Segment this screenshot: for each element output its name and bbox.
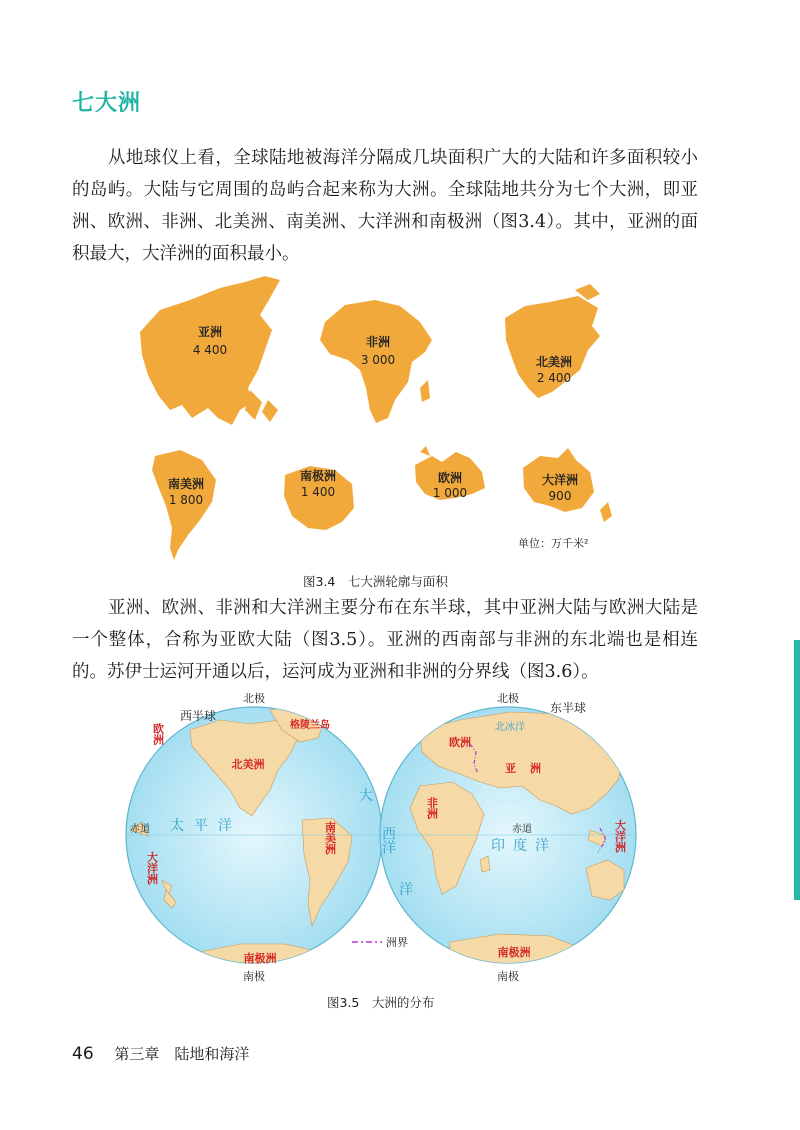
intro-paragraph: 从地球仪上看，全球陆地被海洋分隔成几块面积广大的大陆和许多面积较小的岛屿。大陆与它周围的岛屿合起来称为大洲。全球陆地共分为七个大洲，即亚洲、欧洲、非洲、北美洲、南美洲、大洋洲和南极洲（图3.4）。其中，亚洲的面积最大，大洋洲的面积最小。 [72,148,698,264]
west-equator-label: 赤道 [130,824,150,835]
boundary-legend-label: 洲界 [386,936,408,949]
africa-area: 3 000 [360,353,396,367]
atlantic-west-label: 大 [359,788,373,804]
asia-label: 亚洲 [197,325,223,339]
section-title: 七大洲 [72,91,142,116]
east-europe-label: 欧洲 [449,736,471,749]
west-north-pole-label: 北极 [243,692,265,705]
figure-3-5-caption: 图3.5 大洲的分布 [327,995,435,1010]
pacific-label: 太平洋 [170,818,242,834]
indian-ocean-label: 印度洋 [491,838,557,854]
east-antarctica-label: 南极洲 [497,946,531,959]
page-number: 46 [72,1044,94,1064]
west-north-america-label: 北美洲 [231,758,265,771]
distribution-paragraph: 亚洲、欧洲、非洲和大洋洲主要分布在东半球，其中亚洲大陆与欧洲大陆是一个整体，合称为亚欧大陆（图3.5）。亚洲的西南部与非洲的东北端也是相连的。苏伊士运河开通以后，运河成为亚洲和非洲的分界线（图3.6）。 [72,598,698,682]
western-hemisphere-label: 西半球 [180,709,217,723]
east-south-pole-label: 南极 [497,970,519,983]
arctic-ocean-label: 北冰洋 [495,722,525,733]
greenland-label: 格陵兰岛 [290,720,330,731]
west-europe-label: 欧洲 [151,723,165,745]
oceania-area: 900 [548,489,572,503]
east-asia-label: 亚洲 [505,762,555,775]
antarctica-area: 1 400 [300,485,336,499]
unit-label: 单位：万千米² [518,537,589,550]
eastern-hemisphere-label: 东半球 [550,701,587,715]
north-america-area: 2 400 [536,371,572,385]
east-oceania-label: 大洋洲 [613,819,627,853]
page-footer [72,1043,249,1064]
asia-area: 4 400 [192,343,228,357]
north-america-label: 北美洲 [535,355,573,369]
atlantic-east-label: 西洋 [380,826,396,854]
europe-area: 1 000 [432,486,468,500]
east-africa-label: 非洲 [425,797,439,819]
atlantic-east-label-2: 洋 [399,882,413,898]
continent-outline-figure [120,270,640,565]
west-south-pole-label: 南极 [243,970,265,983]
oceania-label: 大洋洲 [541,473,579,487]
antarctica-label: 南极洲 [299,469,337,483]
figure-3-4-caption: 图3.4 七大洲轮廓与面积 [303,574,448,589]
hemisphere-map-figure [120,690,660,985]
west-south-america-label: 南美洲 [323,821,337,855]
east-equator-label: 赤道 [512,824,532,835]
east-north-pole-label: 北极 [497,692,519,705]
chapter-title: 第三章 陆地和海洋 [114,1045,250,1063]
south-america-area: 1 800 [168,493,204,507]
africa-label: 非洲 [365,335,391,349]
west-oceania-label: 大洋洲 [145,851,159,885]
page-edge-tab [794,640,800,900]
west-antarctica-label: 南极洲 [243,952,277,965]
europe-label: 欧洲 [437,471,463,485]
south-america-label: 南美洲 [167,477,205,491]
